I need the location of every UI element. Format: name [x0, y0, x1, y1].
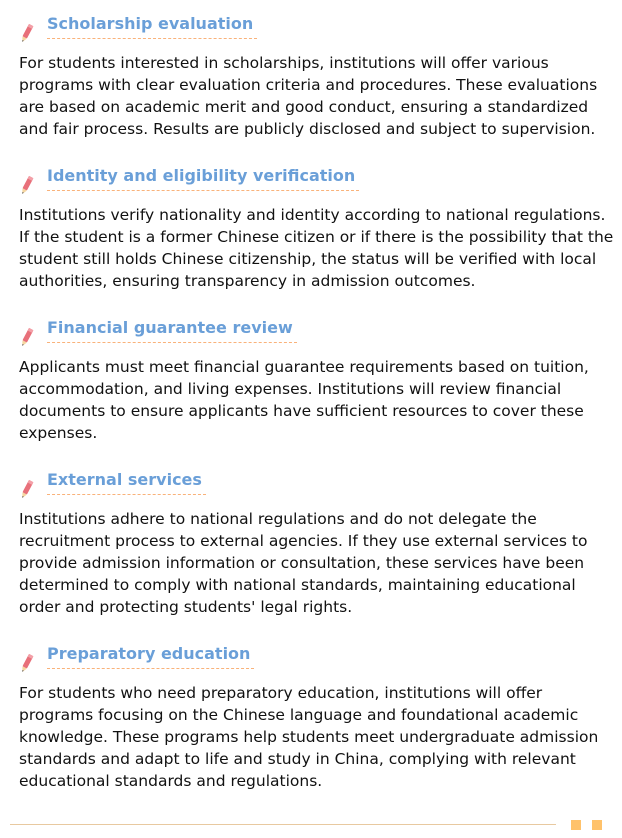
section-body: Applicants must meet financial guarantee requirements based on tuition, accommodation, and living expenses. Institutions will review financial documents to ensure applicants have sufficient resources to cover these expenses.	[19, 358, 589, 442]
pencil-icon	[20, 22, 34, 44]
section-title: Identity and eligibility verification	[47, 166, 359, 191]
footer-divider	[10, 824, 556, 825]
section	[0, 314, 622, 442]
decorative-square	[571, 820, 581, 830]
section-header	[0, 466, 622, 506]
section-header	[0, 640, 622, 680]
section-title: Preparatory education	[47, 644, 254, 669]
section	[0, 640, 622, 790]
section-title: Financial guarantee review	[47, 318, 297, 343]
section-body: Institutions adhere to national regulations and do not delegate the recruitment process to external agencies. If they use external services to provide admission information or consultation, these services have been determined to comply with national standards, maintaining educational order and protecting students' legal rights.	[19, 510, 588, 616]
section	[0, 162, 622, 290]
section-title: External services	[47, 470, 206, 495]
pencil-icon	[20, 174, 34, 196]
section-header	[0, 162, 622, 202]
section-title: Scholarship evaluation	[47, 14, 257, 39]
section-body: For students who need preparatory education, institutions will offer programs focusing on the Chinese language and foundational academic knowledge. These programs help students meet undergraduate admission standards and adapt to life and study in China, complying with relevant educational standards and regulations.	[19, 684, 599, 790]
section-body: For students interested in scholarships, institutions will offer various programs with clear evaluation criteria and procedures. These evaluations are based on academic merit and good conduct, ensuring a standardized and fair process. Results are publicly disclosed and subject to supervision.	[19, 54, 598, 138]
decorative-square	[592, 820, 602, 830]
section	[0, 466, 622, 616]
pencil-icon	[20, 326, 34, 348]
pencil-icon	[20, 652, 34, 674]
pencil-icon	[20, 478, 34, 500]
section-header	[0, 314, 622, 354]
section-body: Institutions verify nationality and identity according to national regulations. If the student is a former Chinese citizen or if there is the possibility that the student still holds Chinese citizenship, the status will be verified with local authorities, ensuring transparency in admission outcomes.	[19, 206, 614, 290]
section-header	[0, 10, 622, 50]
section	[0, 10, 622, 138]
